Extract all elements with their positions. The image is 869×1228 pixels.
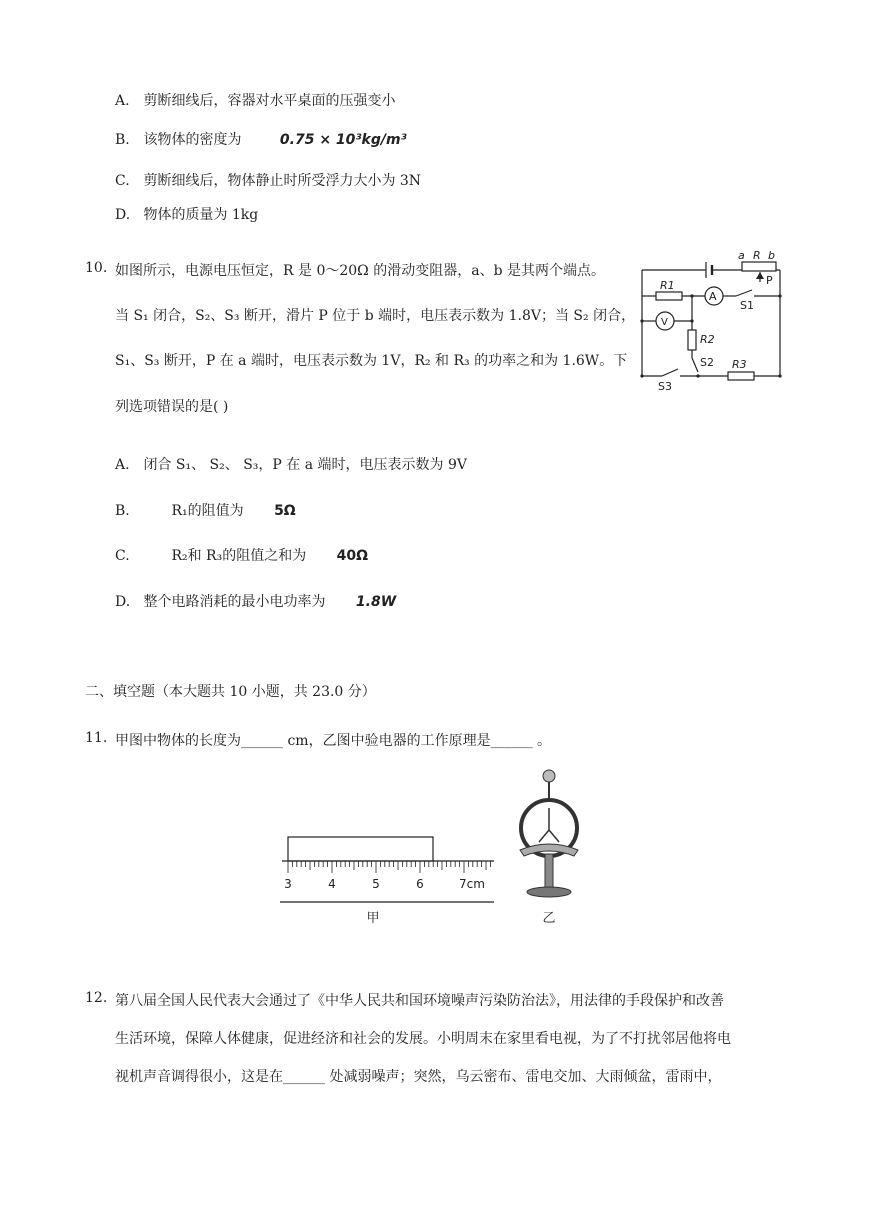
label-r1: R1 (660, 279, 675, 292)
q12-number: 12. (85, 990, 108, 1006)
label-r3: R3 (732, 358, 747, 371)
q10-line-4: 列选项错误的是( ) (115, 399, 229, 415)
q10-line-3: S₁、S₃ 断开，P 在 a 端时，电压表示数为 1V，R₂ 和 R₃ 的功率之和为 1.6W。下 (115, 353, 628, 369)
option-text: 该物体的密度为 (143, 132, 242, 148)
metal-ball (543, 770, 555, 782)
ruler-figure (278, 832, 500, 928)
section-heading: 二、填空题（本大题共 10 小题，共 23.0 分） (85, 684, 376, 700)
caption-jia: 甲 (366, 911, 380, 926)
label-s1: S1 (740, 299, 754, 312)
option-text: 物体的质量为 1kg (143, 207, 259, 223)
q12-line-3: 视机声音调得很小，这是在______ 处减弱噪声；突然，乌云密布、雷电交加、大雨倾盆，雷雨中， (115, 1069, 722, 1085)
q10-option-c (115, 545, 368, 565)
q10-number: 10. (85, 260, 108, 276)
ruler-label: 7cm (459, 877, 485, 891)
ruler-ticks (288, 861, 490, 873)
density-formula: 0.75 × 10³kg/m³ (279, 132, 407, 148)
option-letter: B. (115, 132, 130, 148)
option-text: 剪断细线后，物体静止时所受浮力大小为 3N (143, 173, 422, 189)
electroscope-figure (512, 768, 586, 928)
option-text: R₁的阻值为 (171, 503, 244, 519)
circuit-diagram (632, 248, 788, 394)
q10-option-d (115, 591, 396, 611)
q9-option-a (115, 90, 395, 110)
stand-base (527, 887, 571, 897)
q10-line-2: 当 S₁ 闭合，S₂、S₃ 断开，滑片 P 位于 b 端时，电压表示数为 1.8V；当 S₂ 闭合， (115, 308, 636, 324)
label-r: R (753, 249, 761, 262)
label-r2: R2 (700, 333, 715, 346)
q12-line-2: 生活环境，保障人体健康，促进经济和社会的发展。小明周末在家里看电视，为了不打扰邻居他将电 (115, 1031, 731, 1047)
label-s2: S2 (700, 356, 714, 369)
label-s3: S3 (658, 380, 672, 393)
option-value: 1.8W (355, 594, 397, 610)
option-letter: A. (115, 93, 130, 109)
option-letter: A. (115, 457, 130, 473)
q11-text: 甲图中物体的长度为______ cm，乙图中验电器的工作原理是______ 。 (115, 733, 552, 749)
q9-option-c (115, 170, 421, 190)
ruler-label: 3 (284, 877, 292, 891)
slider-arrow-icon (756, 272, 764, 279)
option-value: 40Ω (336, 548, 369, 564)
q10-option-b (115, 500, 296, 520)
option-letter: B. (115, 503, 130, 519)
q9-option-d (115, 204, 258, 224)
ruler-label: 6 (416, 877, 424, 891)
option-letter: C. (115, 548, 130, 564)
option-letter: C. (115, 173, 130, 189)
option-text: 整个电路消耗的最小电功率为 (143, 594, 326, 610)
option-letter: D. (115, 594, 131, 610)
q12-line-1: 第八届全国人民代表大会通过了《中华人民共和国环境噪声污染防治法》，用法律的手段保护和改善 (115, 993, 724, 1009)
label-p: P (766, 274, 773, 287)
label-a: a (738, 249, 745, 262)
label-b: b (768, 249, 775, 262)
ruler-label: 5 (372, 877, 380, 891)
option-text: 剪断细线后，容器对水平桌面的压强变小 (143, 93, 396, 109)
option-text: 闭合 S₁、 S₂、 S₃，P 在 a 端时，电压表示数为 9V (143, 457, 467, 473)
q11-number: 11. (85, 730, 108, 746)
q9-option-b (115, 129, 407, 149)
q10-line-1: 如图所示，电源电压恒定，R 是 0～20Ω 的滑动变阻器，a、b 是其两个端点。 (115, 263, 605, 279)
ruler-label: 4 (328, 877, 336, 891)
caption-yi: 乙 (542, 911, 556, 926)
option-value: 5Ω (274, 503, 296, 519)
option-text: R₂和 R₃的阻值之和为 (171, 548, 307, 564)
label-voltmeter: V (661, 317, 668, 328)
q10-option-a (115, 454, 467, 474)
measured-object (288, 837, 433, 861)
option-letter: D. (115, 207, 131, 223)
label-ammeter: A (709, 290, 717, 303)
